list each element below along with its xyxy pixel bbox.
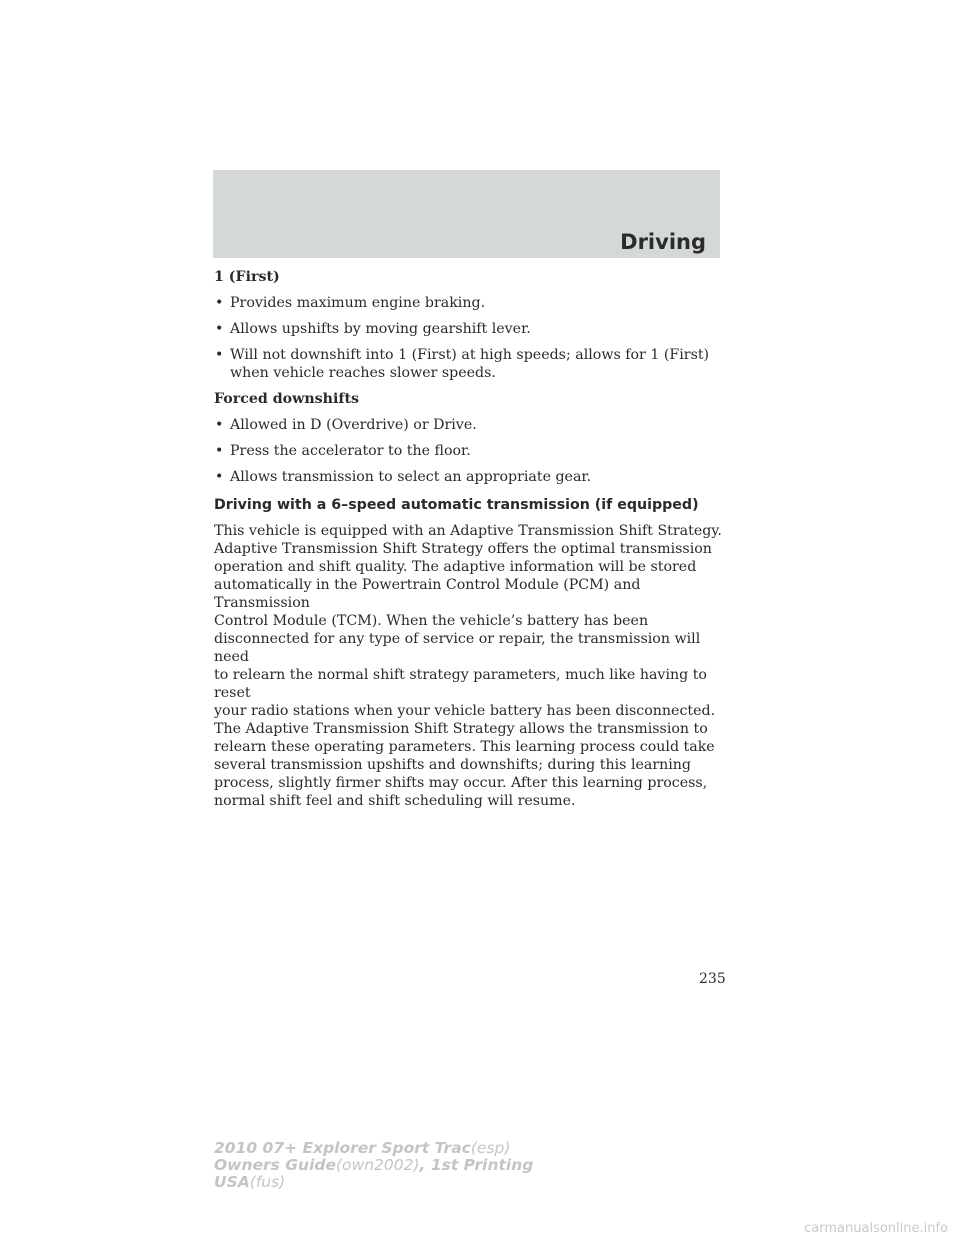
bullet-icon: • (215, 295, 224, 311)
footer-market: USA (214, 1173, 250, 1191)
section-title: Driving (620, 230, 706, 254)
first-gear-heading: 1 (First) (214, 269, 280, 285)
bullet-item (214, 320, 724, 338)
footer-line-1 (214, 1140, 533, 1157)
watermark: carmanualsonline.info (804, 1221, 948, 1236)
bullet-text: Provides maximum engine braking. (230, 295, 486, 311)
bullet-text: Press the accelerator to the floor. (230, 443, 471, 459)
bullet-icon: • (215, 347, 224, 363)
bullet-item (214, 468, 724, 486)
bullet-item (214, 416, 724, 434)
footer-line-2 (214, 1157, 533, 1174)
bullet-icon: • (215, 443, 224, 459)
footer-guide-code: (own2002) (336, 1156, 420, 1174)
bullet-icon: • (215, 469, 224, 485)
bullet-item (214, 294, 724, 312)
page-content (214, 268, 724, 810)
footer-model-code: (esp) (470, 1139, 511, 1157)
bullet-text: Will not downshift into 1 (First) at high speeds; allows for 1 (First) when vehicle reaches slower speeds. (230, 347, 710, 381)
bullet-text: Allows transmission to select an appropriate gear. (230, 469, 592, 485)
page-number: 235 (699, 971, 726, 987)
bullet-item (214, 442, 724, 460)
six-speed-body: This vehicle is equipped with an Adaptive Transmission Shift Strategy. Adaptive Transmission Shift Strategy offers the optimal transmission operation and shift quality. The adaptive information will be stored automatically in the Powertrain Control Module (PCM) and Transmission Control Module (TCM). When the vehicle’s battery has been disconnected for any type of service or repair, the transmission will need to relearn the normal shift strategy parameters, much like having to reset your radio stations when your vehicle battery has been disconnected. The Adaptive Transmission Shift Strategy allows the transmission to relearn these operating parameters. This learning process could take several transmission upshifts and downshifts; during this learning process, slightly firmer shifts may occur. After this learning process, normal shift feel and shift scheduling will resume. (214, 523, 722, 809)
print-footer (214, 1140, 533, 1191)
footer-printing: , 1st Printing (419, 1156, 534, 1174)
forced-downshifts-heading: Forced downshifts (214, 391, 360, 407)
footer-line-3 (214, 1174, 533, 1191)
bullet-item (214, 346, 724, 382)
bullet-text: Allowed in D (Overdrive) or Drive. (230, 417, 477, 433)
bullet-icon: • (215, 321, 224, 337)
section-header-band (213, 170, 720, 258)
bullet-text: Allows upshifts by moving gearshift lever. (230, 321, 531, 337)
footer-guide: Owners Guide (214, 1156, 336, 1174)
bullet-icon: • (215, 417, 224, 433)
six-speed-heading: Driving with a 6–speed automatic transmission (if equipped) (214, 497, 699, 513)
footer-market-code: (fus) (249, 1173, 286, 1191)
footer-model: 2010 07+ Explorer Sport Trac (214, 1139, 471, 1157)
